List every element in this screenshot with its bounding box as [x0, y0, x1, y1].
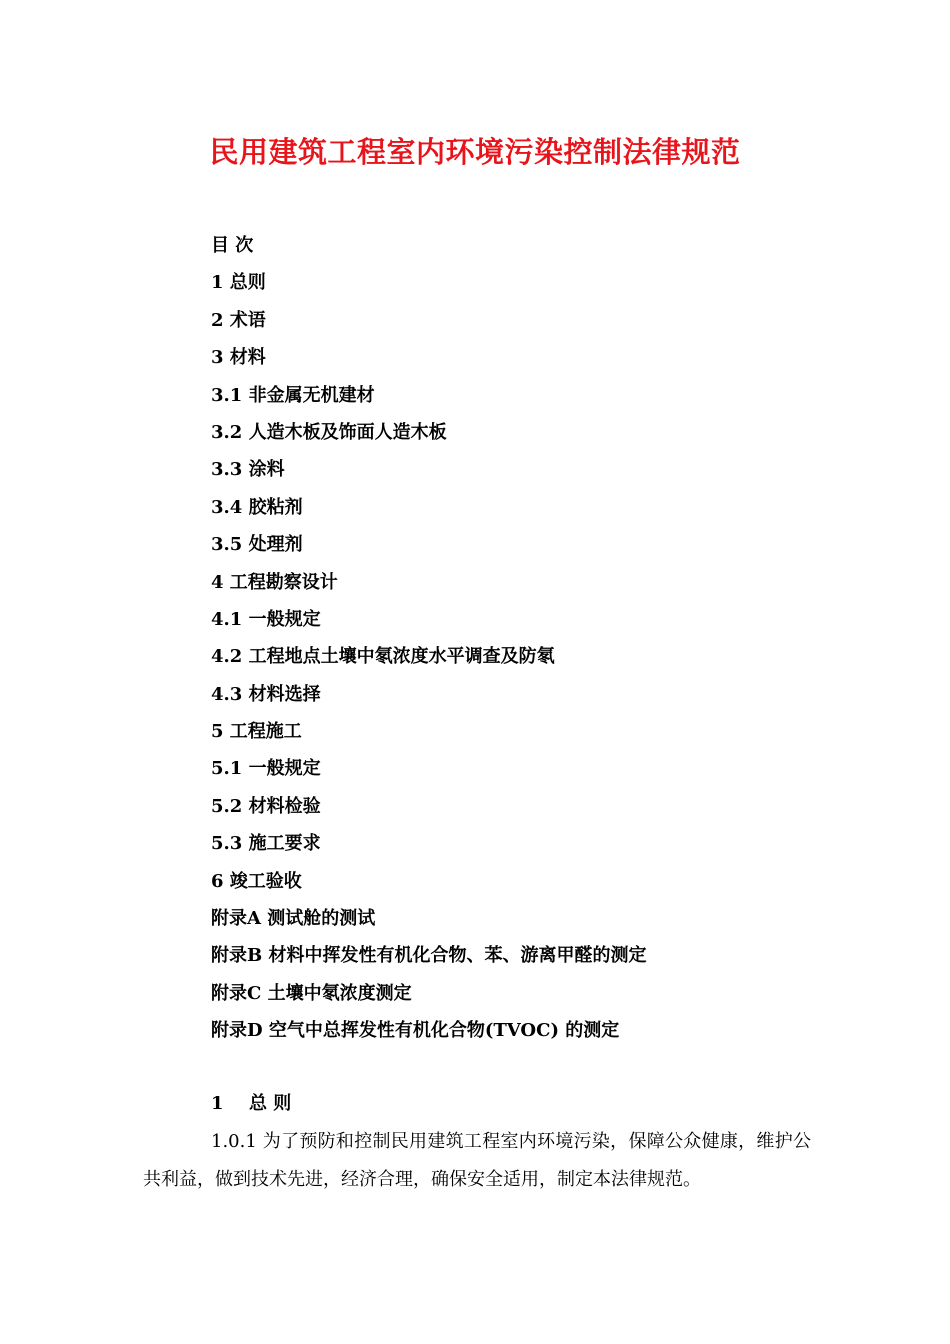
toc-item-appendix: 附录A 测试舱的测试	[211, 908, 376, 930]
toc-heading: 目 次	[211, 235, 254, 256]
section-heading	[211, 1085, 291, 1122]
toc-item: 3.3 涂料	[211, 459, 285, 481]
section-number: 1	[211, 1093, 224, 1114]
toc-item: 4.2 工程地点土壤中氡浓度水平调查及防氡	[211, 646, 555, 668]
document-title: 民用建筑工程室内环境污染控制法律规范	[209, 135, 741, 169]
toc-item: 3.5 处理剂	[211, 534, 303, 556]
body-paragraph: 1.0.1 为了预防和控制民用建筑工程室内环境污染，保障公众健康，维护公共利益，做到技术先进，经济合理，确保安全适用，制定本法律规范。	[143, 1131, 811, 1190]
toc-item: 4 工程勘察设计	[211, 571, 338, 593]
toc-item: 3.2 人造木板及饰面人造木板	[211, 421, 447, 443]
toc-item-appendix: 附录B 材料中挥发性有机化合物、苯、游离甲醛的测定	[211, 945, 647, 967]
toc-item: 5.2 材料检验	[211, 795, 321, 817]
toc-item: 4.3 材料选择	[211, 683, 321, 705]
toc-item: 3.4 胶粘剂	[211, 496, 303, 518]
toc-item: 3.1 非金属无机建材	[211, 384, 375, 406]
toc-item: 2 术语	[211, 309, 266, 331]
toc-item: 1 总则	[211, 272, 266, 294]
table-of-contents	[211, 227, 646, 1050]
toc-item: 5 工程施工	[211, 721, 302, 743]
toc-item: 5.3 施工要求	[211, 833, 321, 855]
toc-item-appendix: 附录D 空气中总挥发性有机化合物(TVOC) 的测定	[211, 1020, 620, 1042]
toc-item: 6 竣工验收	[211, 870, 302, 892]
section-title: 总 则	[249, 1093, 292, 1114]
toc-item: 5.1 一般规定	[211, 758, 321, 780]
toc-item: 3 材料	[211, 347, 266, 369]
toc-item-appendix: 附录C 土壤中氡浓度测定	[211, 982, 412, 1004]
toc-item: 4.1 一般规定	[211, 608, 321, 630]
